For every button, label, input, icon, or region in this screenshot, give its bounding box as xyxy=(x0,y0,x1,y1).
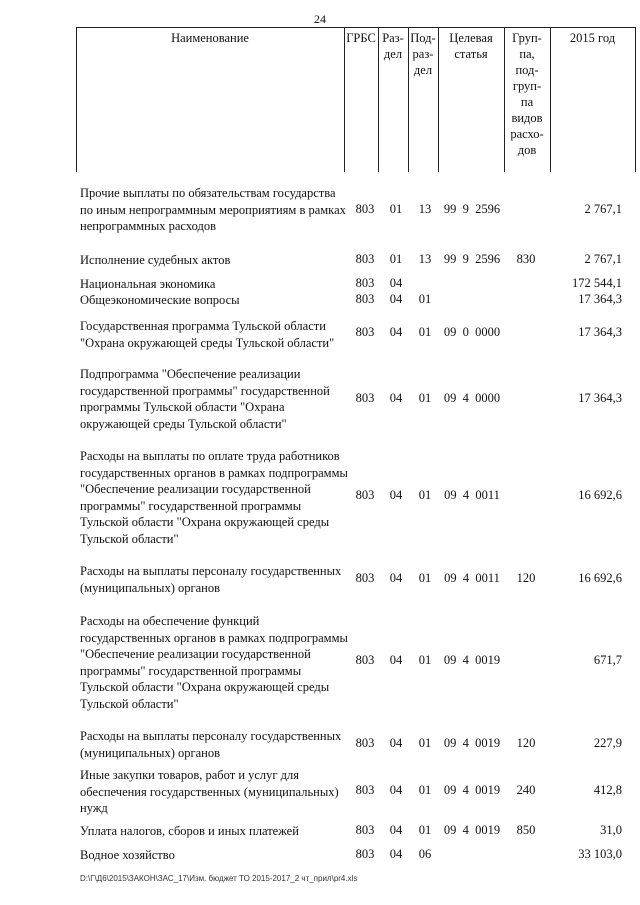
row-razdel: 01 xyxy=(389,252,403,266)
header-razdel: Раз- дел xyxy=(382,31,404,61)
row-name: Уплата налогов, сборов и иных платежей xyxy=(80,824,299,838)
page-number: 24 xyxy=(314,12,326,26)
row-razdel: 04 xyxy=(389,292,403,306)
row-name: Государственная программа Тульской области "Охрана окружающей среды Тульской области" xyxy=(80,319,335,350)
row-podrazdel: 01 xyxy=(418,488,432,502)
row-podrazdel: 01 xyxy=(418,653,432,667)
row-grbs: 803 xyxy=(355,391,375,405)
row-razdel: 04 xyxy=(389,325,403,339)
row-amount: 2 767,1 xyxy=(584,202,622,216)
row-target: 09 4 0019 xyxy=(443,736,501,750)
row-grbs: 803 xyxy=(355,571,375,585)
row-grbs: 803 xyxy=(355,292,375,306)
row-name: Национальная экономика xyxy=(80,277,216,291)
row-target: 09 4 0011 xyxy=(444,488,500,502)
header-podrazdel: Под- раз- дел xyxy=(410,31,436,77)
column-divider xyxy=(438,27,439,172)
row-grbs: 803 xyxy=(355,847,375,861)
column-divider xyxy=(635,27,636,172)
row-podrazdel: 01 xyxy=(418,292,432,306)
row-amount: 17 364,3 xyxy=(578,391,622,405)
row-razdel: 04 xyxy=(389,847,403,861)
row-target: 99 9 2596 xyxy=(443,252,501,266)
row-amount: 2 767,1 xyxy=(584,252,622,266)
table-header xyxy=(76,27,635,172)
row-podrazdel: 01 xyxy=(418,823,432,837)
row-name: Водное хозяйство xyxy=(80,848,175,862)
row-razdel: 04 xyxy=(389,571,403,585)
row-target: 09 4 0011 xyxy=(444,571,500,585)
row-target: 99 9 2596 xyxy=(443,202,501,216)
row-amount: 16 692,6 xyxy=(578,488,622,502)
row-target: 09 4 0019 xyxy=(443,783,501,797)
row-name: Расходы на выплаты персоналу государственных (муниципальных) органов xyxy=(80,729,342,760)
row-razdel: 04 xyxy=(389,823,403,837)
row-target: 09 4 0019 xyxy=(443,823,501,837)
row-grbs: 803 xyxy=(355,276,375,290)
row-name: Расходы на обеспечение функций государственных органов в рамках подпрограммы "Обеспечение реализации государственной программы" государственной программы Тульской области "Охрана окружающей среды Тульской области" xyxy=(80,614,348,711)
row-podrazdel: 13 xyxy=(418,252,432,266)
row-group: 240 xyxy=(516,783,536,797)
row-razdel: 04 xyxy=(389,276,403,290)
row-group: 830 xyxy=(516,252,536,266)
row-grbs: 803 xyxy=(355,823,375,837)
header-name: Наименование xyxy=(171,31,249,45)
row-grbs: 803 xyxy=(355,488,375,502)
row-razdel: 04 xyxy=(389,488,403,502)
row-amount: 31,0 xyxy=(600,823,622,837)
row-amount: 412,8 xyxy=(593,783,622,797)
row-grbs: 803 xyxy=(355,252,375,266)
row-target: 09 4 0000 xyxy=(443,391,501,405)
row-grbs: 803 xyxy=(355,325,375,339)
row-amount: 17 364,3 xyxy=(578,292,622,306)
row-amount: 33 103,0 xyxy=(578,847,622,861)
column-divider xyxy=(344,27,345,172)
column-divider xyxy=(504,27,505,172)
row-group: 120 xyxy=(516,571,536,585)
header-grbs: ГРБС xyxy=(346,31,376,45)
row-podrazdel: 13 xyxy=(418,202,432,216)
row-grbs: 803 xyxy=(355,783,375,797)
row-group: 120 xyxy=(516,736,536,750)
row-amount: 16 692,6 xyxy=(578,571,622,585)
file-path-footer: D:\Г\Д6\2015\ЗАКОН\ЗАС_17\Изм. бюджет ТО 2015-2017_2 чт_прил\pr4.xls xyxy=(80,874,358,883)
row-podrazdel: 01 xyxy=(418,391,432,405)
row-amount: 17 364,3 xyxy=(578,325,622,339)
row-group: 850 xyxy=(516,823,536,837)
row-razdel: 01 xyxy=(389,202,403,216)
row-name: Подпрограмма "Обеспечение реализации государственной программы" государственной программы Тульской области "Охрана окружающей среды Тульской области" xyxy=(80,367,330,431)
row-grbs: 803 xyxy=(355,653,375,667)
row-name: Общеэкономические вопросы xyxy=(80,293,240,307)
row-podrazdel: 01 xyxy=(418,325,432,339)
row-podrazdel: 06 xyxy=(418,847,432,861)
column-divider xyxy=(76,27,77,172)
column-divider xyxy=(408,27,409,172)
row-grbs: 803 xyxy=(355,736,375,750)
row-grbs: 803 xyxy=(355,202,375,216)
row-name: Прочие выплаты по обязательствам государства по иным непрограммным мероприятиям в рамках непрограммных расходов xyxy=(80,186,346,233)
row-podrazdel: 01 xyxy=(418,736,432,750)
row-razdel: 04 xyxy=(389,653,403,667)
row-amount: 227,9 xyxy=(593,736,622,750)
row-amount: 172 544,1 xyxy=(572,276,622,290)
row-name: Иные закупки товаров, работ и услуг для обеспечения государственных (муниципальных) нужд xyxy=(80,768,339,815)
header-year: 2015 год xyxy=(569,31,616,45)
row-name: Расходы на выплаты персоналу государственных (муниципальных) органов xyxy=(80,564,342,595)
header-group: Груп- па, под- груп- па видов расхо- дов xyxy=(510,31,544,157)
row-target: 09 4 0019 xyxy=(443,653,501,667)
header-target: Целевая статья xyxy=(449,31,493,61)
row-name: Исполнение судебных актов xyxy=(80,253,231,267)
row-podrazdel: 01 xyxy=(418,783,432,797)
column-divider xyxy=(550,27,551,172)
row-target: 09 0 0000 xyxy=(443,325,501,339)
column-divider xyxy=(378,27,379,172)
row-podrazdel: 01 xyxy=(418,571,432,585)
row-amount: 671,7 xyxy=(593,653,622,667)
row-razdel: 04 xyxy=(389,736,403,750)
row-razdel: 04 xyxy=(389,783,403,797)
row-razdel: 04 xyxy=(389,391,403,405)
row-name: Расходы на выплаты по оплате труда работников государственных органов в рамках подпрограммы "Обеспечение реализации государственной программы" государственной программы Тульской области "Охрана окружающей среды Тульской области" xyxy=(80,449,348,546)
